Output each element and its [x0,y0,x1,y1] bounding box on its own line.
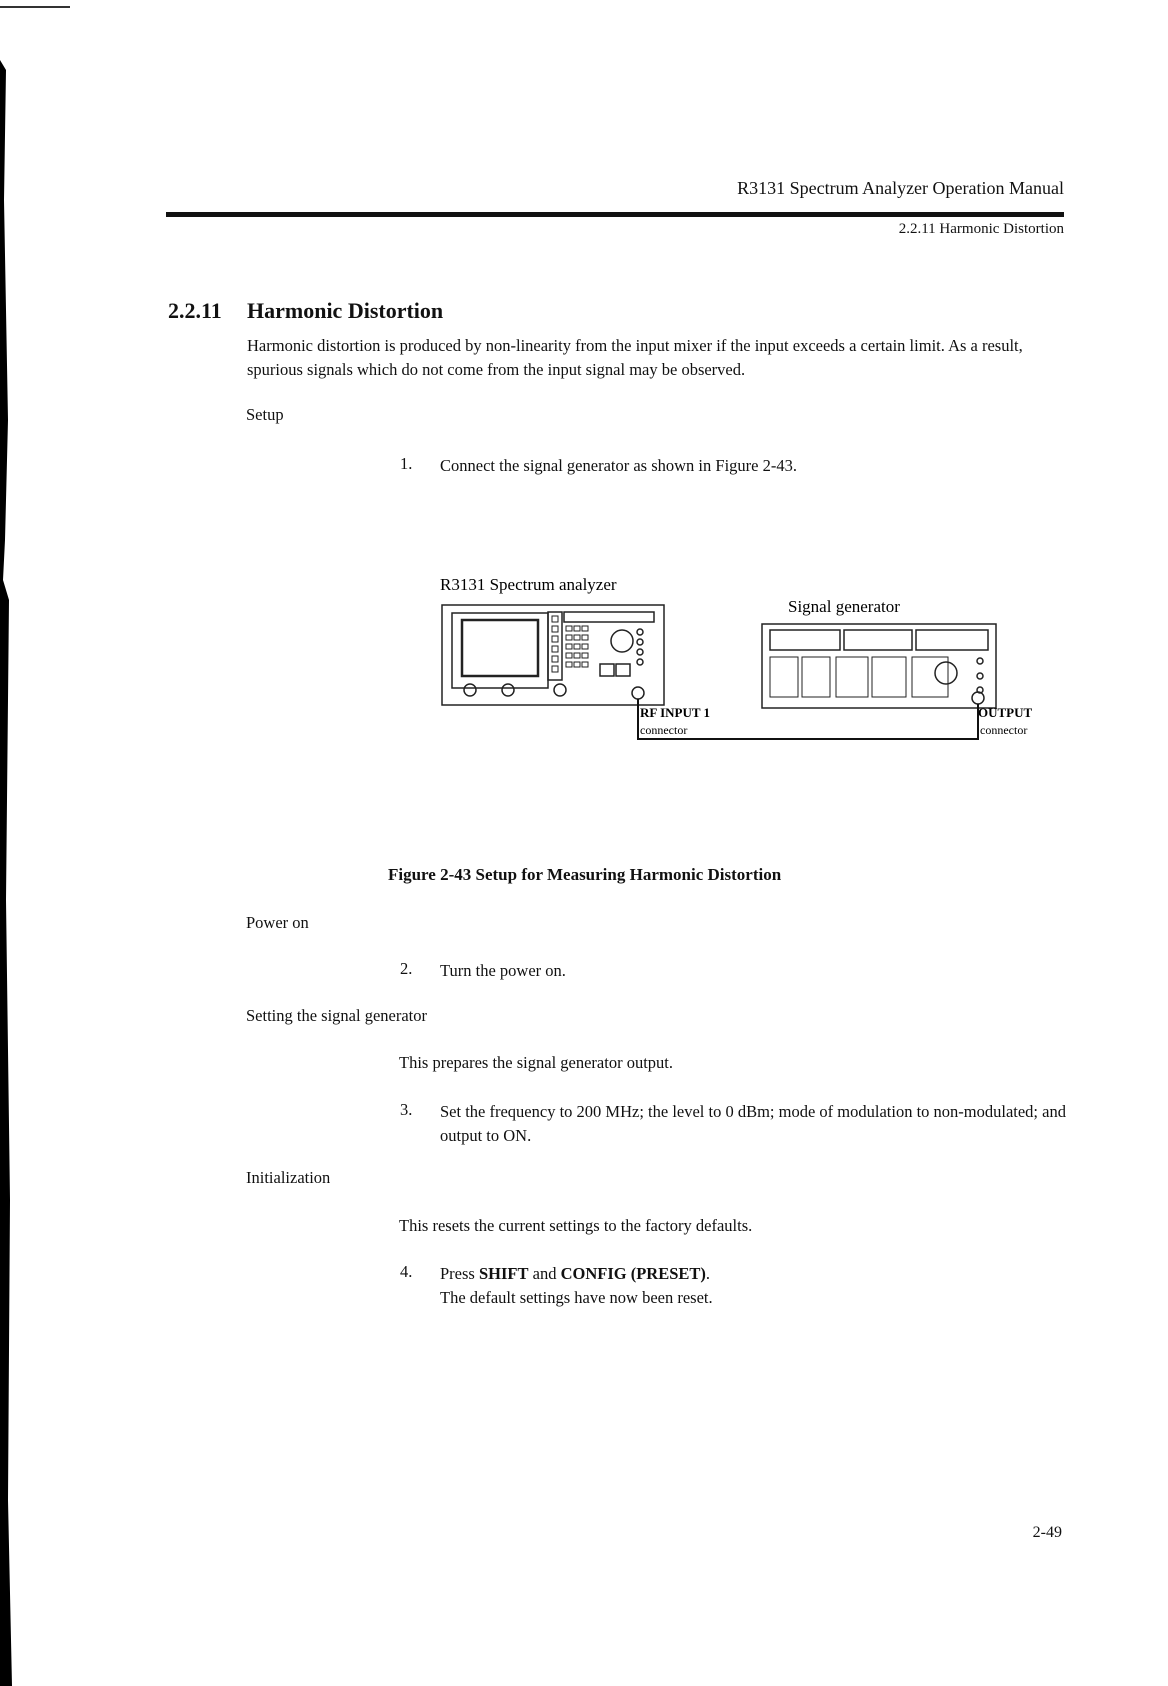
rf-connector-label: connector [640,723,688,737]
generator-label: Signal generator [788,597,900,616]
step-4-and: and [532,1264,557,1283]
initialization-intro: This resets the current settings to the factory defaults. [399,1216,753,1235]
signal-generator-label: Setting the signal generator [246,1006,427,1025]
output-connector-label: connector [980,723,1028,737]
step-4-press: Press [440,1264,475,1283]
step-1-text: Connect the signal generator as shown in Figure 2-43. [440,456,797,475]
step-4-period: . [705,1264,711,1283]
step-2-number: 2. [400,959,413,978]
config-preset-key: CONFIG (PRESET) [560,1264,706,1283]
initialization-label: Initialization [246,1168,331,1187]
step-4-result: The default settings have now been reset. [440,1288,713,1307]
step-2-text: Turn the power on. [440,961,566,980]
figure-caption: Figure 2-43 Setup for Measuring Harmonic Distortion [388,865,782,884]
power-on-label: Power on [246,913,309,932]
step-3-number: 3. [400,1100,413,1119]
connection-cable [638,699,978,739]
signal-generator-intro: This prepares the signal generator output. [399,1053,673,1072]
step-3-text: Set the frequency to 200 MHz; the level to 0 dBm; mode of modulation to non-modulated; and output to ON. [440,1102,1066,1145]
scan-edge-shadow [0,0,14,1686]
analyzer-label: R3131 Spectrum analyzer [440,575,617,594]
signal-generator-device [762,624,996,708]
header-rule [166,212,1064,217]
running-header-title: R3131 Spectrum Analyzer Operation Manual [737,178,1064,198]
page-number: 2-49 [1032,1524,1062,1541]
step-1-number: 1. [400,454,413,473]
step-4-number: 4. [400,1262,413,1281]
section-title: Harmonic Distortion [247,298,444,323]
shift-key: SHIFT [478,1264,529,1283]
rf-input-label: RF INPUT 1 [640,705,711,720]
output-label: OUTPUT [978,705,1033,720]
setup-label: Setup [246,405,284,424]
scan-corner-line [0,6,70,8]
spectrum-analyzer-device [442,605,664,705]
step-4-text [440,1262,1080,1286]
section-number: 2.2.11 [168,298,222,323]
running-header-section: 2.2.11 Harmonic Distortion [898,221,1064,237]
intro-paragraph: Harmonic distortion is produced by non-linearity from the input mixer if the input exceeds a certain limit. As a result, spurious signals which do not come from the input signal may be observed. [247,336,1023,379]
